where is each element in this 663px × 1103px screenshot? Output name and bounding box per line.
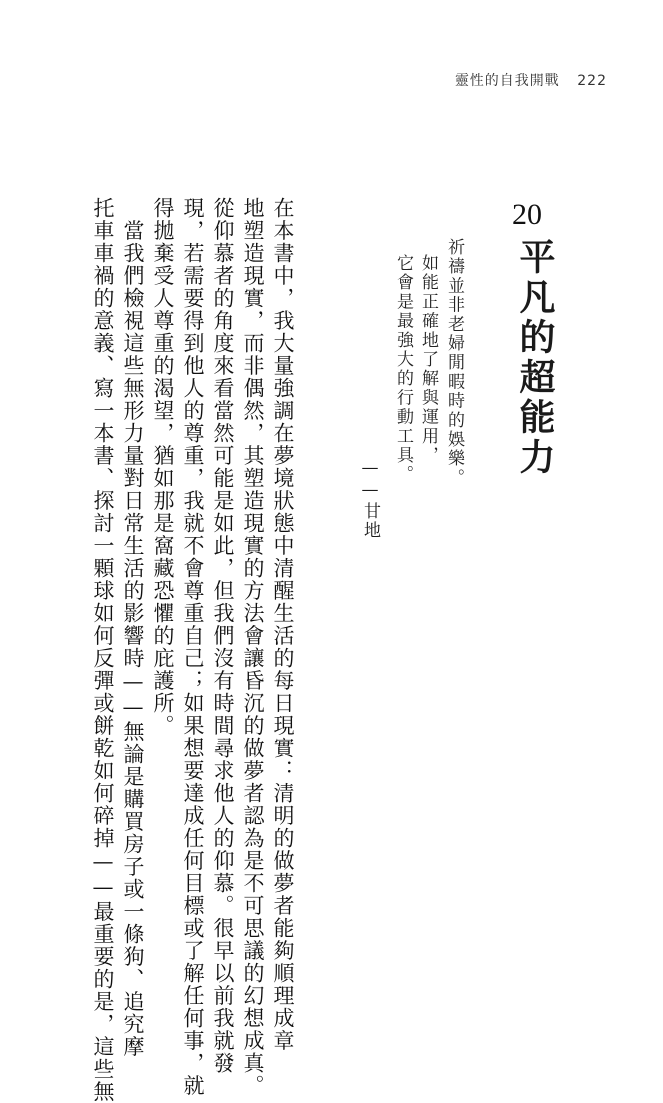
body-column: 在本書中，我大量強調在夢境狀態中清醒生活的每日現實：清明的做夢者能夠順理成章 — [271, 197, 295, 1052]
body-column: 托車車禍的意義、寫一本書、探討一顆球如何反彈或餅乾如何碎掉——最重要的是，這些無 — [91, 197, 115, 1103]
body-column: 從仰慕者的角度來看當然可能是如此，但我們沒有時間尋求他人的仰慕。很早以前我就發 — [211, 197, 235, 1075]
epigraph-line: 如能正確地了解與運用， — [418, 254, 438, 466]
epigraph-attribution: ——甘地 — [360, 458, 380, 540]
page-number: 222 — [577, 73, 607, 89]
chapter-number: 20 — [512, 198, 542, 231]
running-header — [455, 70, 607, 90]
body-column: 當我們檢視這些無形力量對日常生活的影響時——無論是購買房子或一條狗、追究摩 — [121, 197, 145, 1058]
book-title: 靈性的自我開戰 — [454, 73, 560, 89]
body-column: 地塑造現實，而非偶然，其塑造現實的方法會讓昏沉的做夢者認為是不可思議的幻想成真。 — [241, 197, 265, 1097]
body-column: 現，若需要得到他人的尊重，我就不會尊重自己；如果想要達成任何目標或了解任何事，就 — [181, 197, 205, 1097]
epigraph-line: 祈禱並非老婦閒暇時的娛樂。 — [444, 238, 464, 488]
chapter-title: 平凡的超能力 — [514, 238, 555, 478]
body-column: 得拋棄受人尊重的渴望，猶如那是窩藏恐懼的庇護所。 — [151, 197, 175, 737]
epigraph-line: 它會是最強大的行動工具。 — [393, 254, 413, 485]
